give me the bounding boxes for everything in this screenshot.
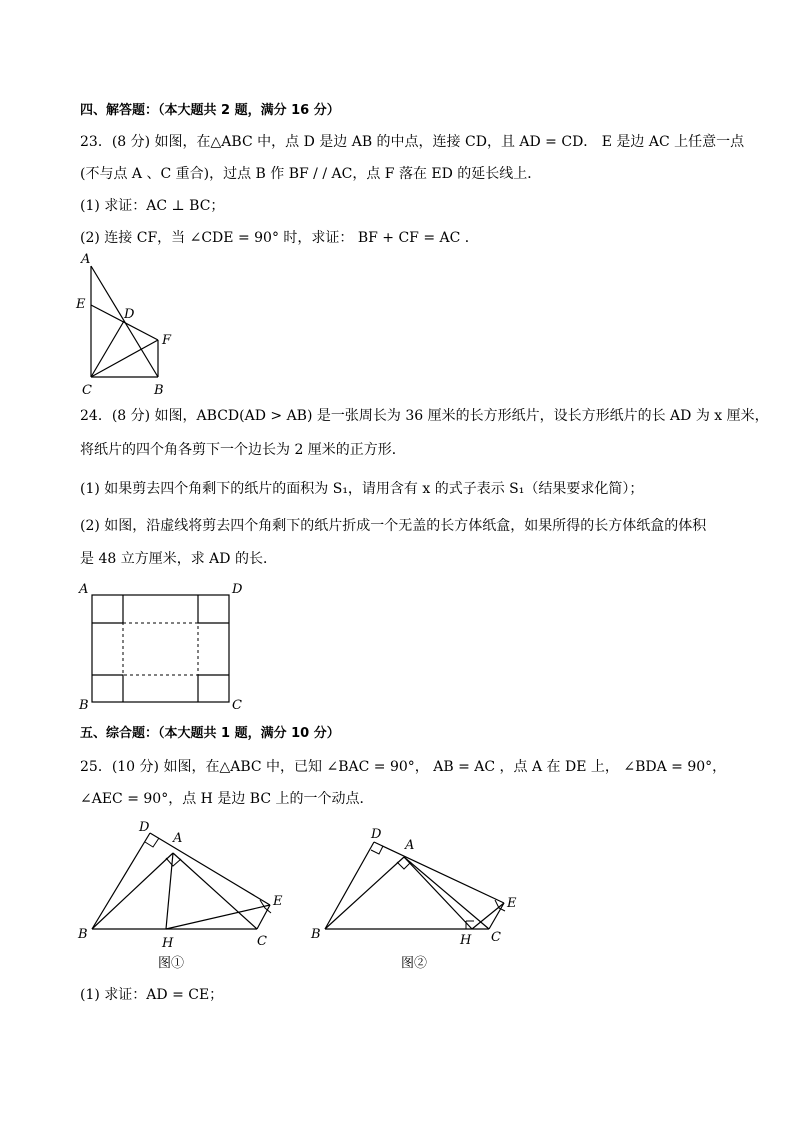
segment-CF (91, 340, 158, 377)
segment-EC (489, 903, 504, 929)
corner-cut-B (92, 675, 123, 702)
right-angle-D (145, 838, 159, 847)
label-B: B (79, 698, 89, 713)
label-A: A (405, 838, 415, 853)
q25-line2: ∠AEC = 90°，点 H 是边 BC 上的一个动点． (80, 791, 374, 807)
q23-part2: (2) 连接 CF，当 ∠CDE = 90° 时，求证： BF + CF = AC ． (80, 230, 479, 246)
q24-part1: (1) 如果剪去四个角剩下的纸片的面积为 S₁，请用含有 x 的式子表示 S₁（结果要求化简）； (80, 481, 644, 497)
label-E: E (76, 297, 86, 312)
label-H: H (460, 933, 472, 948)
segment-AH (404, 857, 472, 929)
q24-line1: 24．(8 分) 如图，ABCD(AD > AB) 是一张周长为 36 厘米的长方形纸片，设长方形纸片的长 AD 为 x 厘米， (80, 408, 769, 424)
label-B: B (78, 927, 88, 942)
label-C: C (491, 930, 501, 945)
fold-lines (123, 623, 198, 675)
corner-cut-D (198, 595, 229, 623)
label-D: D (232, 582, 243, 597)
segment-BA (325, 857, 404, 929)
segment-HE (472, 903, 504, 929)
q24-part2-line1: (2) 如图，沿虚线将剪去四个角剩下的纸片折成一个无盖的长方体纸盒，如果所得的长方体纸盒的体积 (80, 518, 707, 534)
label-B: B (154, 383, 164, 398)
q24-figure (92, 595, 229, 702)
segment-DE (150, 833, 270, 905)
label-F: F (162, 333, 172, 348)
q25-figure-2 (325, 842, 505, 929)
corner-cut-A (92, 595, 123, 623)
label-C: C (82, 383, 92, 398)
segment-CD (91, 321, 124, 377)
label-E: E (273, 894, 283, 909)
segment-BA (92, 853, 173, 929)
segment-HE (166, 905, 270, 929)
segment-BD (92, 833, 150, 929)
label-C: C (257, 934, 267, 949)
segment-EC (257, 905, 270, 929)
label-A: A (173, 831, 183, 846)
q25-line1: 25．(10 分) 如图，在△ABC 中，已知 ∠BAC = 90°， AB = AC ，点 A 在 DE 上， ∠BDA = 90°， (80, 759, 727, 775)
section-4-title: 四、解答题：（本大题共 2 题，满分 16 分） (80, 103, 340, 118)
right-angle-D (371, 846, 383, 854)
q24-line2: 将纸片的四个角各剪下一个边长为 2 厘米的正方形． (80, 442, 406, 458)
q25-figure-1-labels (77, 820, 283, 971)
label-B: B (311, 927, 321, 942)
label-D: D (371, 827, 382, 842)
q25-figure-1 (92, 833, 271, 929)
q23-line2: (不与点 A 、C 重合)，过点 B 作 BF / / AC，点 F 落在 ED 的延长线上． (80, 166, 542, 182)
rectangle-ABCD (92, 595, 229, 702)
q24-figure-labels (78, 582, 243, 713)
label-A: A (79, 582, 89, 597)
caption-fig-2: 图② (401, 956, 428, 971)
q23-line1: 23．(8 分) 如图，在△ABC 中，点 D 是边 AB 的中点，连接 CD，且 AD = CD． E 是边 AC 上任意一点 (80, 134, 745, 150)
caption-fig-1: 图① (158, 956, 185, 971)
section-5-title: 五、综合题：（本大题共 1 题，满分 10 分） (80, 726, 340, 741)
label-A: A (81, 252, 91, 267)
right-angle-A (166, 858, 181, 866)
q23-part1: (1) 求证：AC ⊥ BC； (80, 198, 225, 214)
q25-part1: (1) 求证：AD = CE； (80, 987, 224, 1003)
q24-part2-line2: 是 48 立方厘米，求 AD 的长． (80, 551, 277, 567)
label-H: H (162, 936, 174, 951)
segment-BD (325, 842, 374, 929)
label-C: C (232, 698, 242, 713)
label-D: D (139, 820, 150, 835)
segment-AC (404, 857, 489, 929)
label-E: E (507, 896, 517, 911)
q25-figure-2-labels (310, 827, 517, 971)
corner-cut-C (198, 675, 229, 702)
label-D: D (124, 307, 135, 322)
